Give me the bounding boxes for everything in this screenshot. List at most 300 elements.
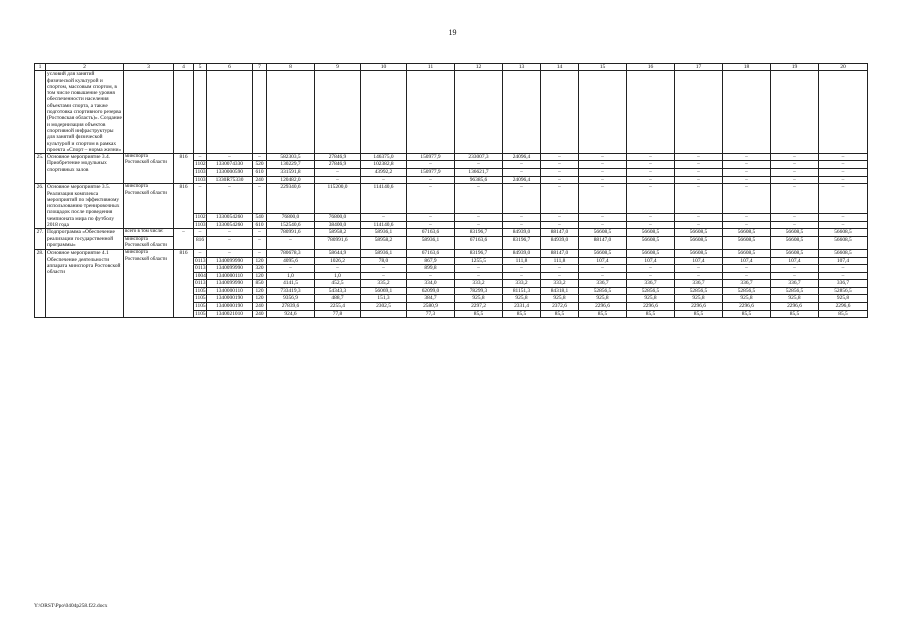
table-cell — [361, 310, 407, 318]
table-cell: – — [675, 221, 723, 229]
table-cell: 2296,6 — [771, 303, 819, 311]
table-cell: 76800,0 — [267, 214, 315, 222]
table-cell: – — [267, 236, 315, 250]
table-cell: – — [253, 184, 267, 214]
table-cell: – — [207, 250, 253, 257]
table-cell: – — [771, 265, 819, 273]
table-cell: – — [771, 161, 819, 169]
table-cell: 56608,5 — [723, 250, 771, 257]
table-cell: 150977,9 — [407, 169, 455, 177]
table-cell: – — [541, 176, 579, 184]
table-row — [35, 250, 868, 257]
table-cell: 83196,7 — [503, 236, 541, 250]
table-cell: – — [541, 169, 579, 177]
table-cell: 27846,9 — [315, 161, 361, 169]
table-cell: 107,4 — [819, 257, 868, 265]
table-cell: 52856,5 — [579, 287, 627, 295]
table-cell: 24096,4 — [503, 176, 541, 184]
column-number: 17 — [675, 64, 723, 71]
table-cell: 58936,1 — [407, 236, 455, 250]
table-cell: – — [207, 154, 253, 161]
table-cell: 816 — [174, 184, 194, 229]
table-cell: – — [627, 154, 675, 161]
table-cell: – — [579, 154, 627, 161]
column-number: 3 — [124, 64, 174, 71]
table-cell: 56608,5 — [579, 229, 627, 236]
table-cell: 120 — [253, 287, 267, 295]
table-cell: 924,6 — [267, 310, 315, 318]
table-cell: 85,5 — [819, 310, 868, 318]
table-cell: 334,0 — [407, 280, 455, 288]
table-cell: – — [771, 169, 819, 177]
table-cell: – — [819, 161, 868, 169]
table-cell: – — [503, 161, 541, 169]
table-cell: 58936,1 — [361, 229, 407, 236]
table-cell: – — [361, 176, 407, 184]
table-cell: 816 — [174, 154, 194, 184]
column-number: 18 — [723, 64, 771, 71]
table-cell: – — [541, 154, 579, 161]
table-cell: 1330R75330 — [207, 176, 253, 184]
table-cell: – — [361, 272, 407, 280]
table-cell: – — [579, 214, 627, 222]
table-cell: 67163,6 — [455, 236, 503, 250]
table-cell: 38400,0 — [315, 221, 361, 229]
table-cell: Основное мероприятие 3.5. Реализация комплекса мероприятий по эффективному использованию тренировочных площадок после проведения чемпионата мира по футболу 2018 года — [46, 184, 124, 229]
table-cell: 56608,5 — [771, 229, 819, 236]
table-cell: – — [361, 214, 407, 222]
table-cell: – — [675, 154, 723, 161]
table-cell: – — [315, 169, 361, 177]
table-cell: – — [675, 214, 723, 222]
table-cell: 333,2 — [541, 280, 579, 288]
table-cell: 1340000110 — [207, 272, 253, 280]
table-cell: – — [315, 176, 361, 184]
table-cell: – — [723, 184, 771, 214]
table-cell: – — [579, 169, 627, 177]
table-cell: – — [723, 169, 771, 177]
table-cell: 114140,6 — [361, 221, 407, 229]
table-cell: – — [503, 272, 541, 280]
table-cell: 85,5 — [627, 310, 675, 318]
table-cell: – — [675, 184, 723, 214]
table-cell: 1255,5 — [455, 257, 503, 265]
table-cell: 67163,6 — [407, 250, 455, 257]
table-cell: 107,4 — [771, 257, 819, 265]
table-cell: 85,5 — [723, 310, 771, 318]
table-cell: 84939,0 — [541, 236, 579, 250]
table-cell: 107,4 — [675, 257, 723, 265]
column-number: 9 — [315, 64, 361, 71]
column-number: 13 — [503, 64, 541, 71]
table-cell: – — [771, 272, 819, 280]
table-cell: 336,7 — [579, 280, 627, 288]
table-cell: – — [207, 229, 253, 236]
table-cell: 83196,7 — [455, 229, 503, 236]
table-cell: 1330000590 — [207, 169, 253, 177]
column-number: 7 — [253, 64, 267, 71]
table-cell: 2296,6 — [579, 303, 627, 311]
table-cell: 146375,0 — [361, 154, 407, 161]
table-cell: 81151,3 — [503, 287, 541, 295]
table-cell: 56608,5 — [627, 229, 675, 236]
column-number: 10 — [361, 64, 407, 71]
table-cell: – — [541, 272, 579, 280]
table-cell: 780678,3 — [267, 250, 315, 257]
table-cell: – — [253, 250, 267, 257]
table-cell: – — [361, 265, 407, 273]
table-cell: 1105 — [195, 303, 206, 310]
table-cell: – — [174, 229, 194, 250]
table-cell: 925,8 — [771, 295, 819, 303]
table-cell: 336,7 — [627, 280, 675, 288]
table-cell: 1103 — [195, 221, 206, 228]
table-cell: 67163,6 — [407, 229, 455, 236]
table-cell: 58644,9 — [315, 250, 361, 257]
column-number: 14 — [541, 64, 579, 71]
table-cell: 52856,5 — [819, 287, 868, 295]
table-cell: 2580,9 — [407, 303, 455, 311]
table-cell: Основное мероприятие 3.4. Приобретение модульных спортивных залов — [46, 154, 124, 184]
table-cell: – — [541, 214, 579, 222]
table-cell: – — [723, 161, 771, 169]
table-cell: минспорта Ростовской области — [124, 154, 174, 184]
table-cell: 85,5 — [541, 310, 579, 318]
table-cell: – — [723, 214, 771, 222]
table-cell: 77,3 — [407, 310, 455, 318]
table-cell: – — [207, 236, 253, 250]
table-cell: 114140,6 — [361, 184, 407, 214]
table-cell: – — [503, 184, 541, 214]
table-cell: 1340099990 — [207, 257, 253, 265]
table-cell: 0113 — [195, 280, 206, 287]
table-cell: 151,3 — [361, 295, 407, 303]
table-cell: – — [627, 176, 675, 184]
table-cell: Основное мероприятие 4.1 Обеспечение деятельности аппарата минспорта Ростовской области — [46, 250, 124, 318]
table-cell: – — [819, 169, 868, 177]
table-cell: – — [819, 265, 868, 273]
table-cell: 1102 — [195, 161, 206, 168]
table-cell: – — [627, 161, 675, 169]
table-cell: 1,0 — [267, 272, 315, 280]
table-cell: 62099,0 — [407, 287, 455, 295]
table-cell: 333,2 — [503, 280, 541, 288]
table-cell: 336,7 — [819, 280, 868, 288]
table-cell: 2297,2 — [455, 303, 503, 311]
table-cell: – — [503, 169, 541, 177]
table-cell: 43992,2 — [361, 169, 407, 177]
table-cell: 336,7 — [723, 280, 771, 288]
table-row — [35, 184, 868, 214]
table-cell: – — [771, 214, 819, 222]
table-cell: 96385,6 — [455, 176, 503, 184]
table-cell: – — [253, 236, 267, 250]
table-cell: – — [407, 214, 455, 222]
table-cell: – — [723, 176, 771, 184]
table-cell: 925,8 — [579, 295, 627, 303]
table-cell: – — [194, 154, 207, 161]
table-cell: – — [675, 169, 723, 177]
table-cell: 2296,6 — [723, 303, 771, 311]
table-cell: – — [267, 265, 315, 273]
table-cell: – — [315, 265, 361, 273]
table-cell: всего в том числе: — [124, 229, 174, 236]
table-cell: 4095,6 — [267, 257, 315, 265]
table-cell: 2296,6 — [675, 303, 723, 311]
table-cell: 384,7 — [407, 295, 455, 303]
table-cell: 1330054260 — [207, 214, 253, 222]
table-cell: 610 — [253, 221, 267, 229]
table-cell: 56608,5 — [675, 250, 723, 257]
table-cell: 78299,3 — [455, 287, 503, 295]
table-row — [35, 154, 868, 161]
table-cell: 56069,1 — [361, 287, 407, 295]
table-cell: 320 — [253, 265, 267, 273]
table-cell: – — [627, 184, 675, 214]
table-cell: 780991,6 — [267, 229, 315, 236]
table-cell: 88147,0 — [541, 229, 579, 236]
table-cell: 56608,5 — [819, 229, 868, 236]
table-cell: 77,8 — [315, 310, 361, 318]
column-number: 2 — [46, 64, 124, 71]
table-cell: 780991,6 — [315, 236, 361, 250]
table-cell: 2372,6 — [541, 303, 579, 311]
column-number: 1 — [35, 64, 46, 71]
table-cell: 136621,7 — [455, 169, 503, 177]
table-cell: – — [819, 184, 868, 214]
table-cell: 56608,5 — [675, 229, 723, 236]
table-cell: 85,5 — [771, 310, 819, 318]
table-cell: – — [455, 272, 503, 280]
table-cell: 850 — [253, 280, 267, 288]
table-cell: 28. — [35, 250, 46, 318]
table-cell: 1340000190 — [207, 295, 253, 303]
table-cell: 150977,9 — [407, 154, 455, 161]
table-cell: 1105 — [195, 310, 206, 317]
table-cell: 1103 — [195, 169, 206, 176]
table-cell: 1103 — [195, 176, 206, 183]
table-cell: 336,7 — [771, 280, 819, 288]
table-cell: – — [541, 221, 579, 229]
table-cell: 58936,1 — [361, 250, 407, 257]
table-cell: – — [675, 265, 723, 273]
table-cell: 83196,7 — [455, 250, 503, 257]
table-cell: 111,8 — [503, 257, 541, 265]
table-cell: 1330054260 — [207, 221, 253, 229]
table-cell: 1026,2 — [315, 257, 361, 265]
table-cell: – — [541, 184, 579, 214]
table-cell: 2296,6 — [819, 303, 868, 311]
table-cell: 1340099990 — [207, 265, 253, 273]
table-cell: 925,8 — [819, 295, 868, 303]
table-cell: 24096,4 — [503, 154, 541, 161]
table-cell: – — [723, 154, 771, 161]
table-cell: 130229,7 — [267, 161, 315, 169]
table-cell: 925,8 — [675, 295, 723, 303]
table-cell: 240 — [253, 303, 267, 311]
table-cell: – — [627, 265, 675, 273]
table-cell: 1102 — [195, 214, 206, 221]
table-cell: минспорта Ростовской области — [124, 236, 174, 250]
budget-table-wrapper — [34, 63, 862, 318]
table-cell: 4141,5 — [267, 280, 315, 288]
table-cell: 2255,4 — [315, 303, 361, 311]
table-cell: – — [455, 265, 503, 273]
table-cell: 85,5 — [503, 310, 541, 318]
column-number: 11 — [407, 64, 455, 71]
table-cell: – — [579, 176, 627, 184]
table-cell: 58958,2 — [315, 229, 361, 236]
table-cell: 111,8 — [541, 257, 579, 265]
table-cell: 1105 — [195, 287, 206, 294]
table-cell: – — [579, 272, 627, 280]
table-cell: 52856,5 — [723, 287, 771, 295]
table-cell: – — [579, 184, 627, 214]
table-cell: 120 — [253, 295, 267, 303]
table-cell: – — [627, 169, 675, 177]
table-cell: – — [253, 229, 267, 236]
table-cell: 56608,5 — [771, 236, 819, 250]
table-cell: 9356,9 — [267, 295, 315, 303]
table-cell: 733419,3 — [267, 287, 315, 295]
table-cell: 152540,6 — [267, 221, 315, 229]
table-subrow — [35, 236, 868, 250]
table-cell: – — [194, 250, 207, 257]
table-cell: 488,7 — [315, 295, 361, 303]
table-cell: – — [771, 184, 819, 214]
table-cell: 56608,5 — [627, 236, 675, 250]
table-cell: – — [771, 154, 819, 161]
table-cell: 333,2 — [455, 280, 503, 288]
table-cell: – — [503, 214, 541, 222]
table-cell: 925,8 — [455, 295, 503, 303]
intro-row — [35, 71, 868, 154]
table-cell: – — [194, 229, 207, 236]
table-cell: – — [723, 265, 771, 273]
table-cell: 102382,8 — [361, 161, 407, 169]
table-cell: – — [407, 221, 455, 229]
table-cell: 520 — [253, 161, 267, 169]
table-cell: 1340021010 — [207, 310, 253, 318]
table-cell: 2331,4 — [503, 303, 541, 311]
column-number: 5 — [194, 64, 207, 71]
column-number: 8 — [267, 64, 315, 71]
table-cell: 1340000190 — [207, 303, 253, 311]
table-cell: 56608,5 — [579, 250, 627, 257]
table-cell: 85,5 — [579, 310, 627, 318]
table-cell: 56608,5 — [819, 236, 868, 250]
table-cell: 229340,6 — [267, 184, 315, 214]
table-cell: 120 — [253, 257, 267, 265]
table-cell: – — [407, 176, 455, 184]
table-cell: – — [675, 272, 723, 280]
column-number: 12 — [455, 64, 503, 71]
table-cell: 76800,0 — [315, 214, 361, 222]
table-cell: – — [579, 161, 627, 169]
table-cell: 925,8 — [723, 295, 771, 303]
table-cell: – — [819, 176, 868, 184]
table-cell: – — [455, 184, 503, 214]
table-cell: – — [627, 214, 675, 222]
table-cell: – — [541, 161, 579, 169]
table-cell: – — [407, 272, 455, 280]
table-cell: 88147,0 — [541, 250, 579, 257]
table-cell: 540 — [253, 214, 267, 222]
table-cell: 52856,5 — [771, 287, 819, 295]
table-cell: 0113 — [195, 257, 206, 264]
table-cell: 85,5 — [455, 310, 503, 318]
table-cell: 54343,3 — [315, 287, 361, 295]
table-cell: 1330074330 — [207, 161, 253, 169]
table-cell: минспорта Ростовской области — [124, 184, 174, 229]
table-cell: 452,5 — [315, 280, 361, 288]
table-cell: 1,0 — [315, 272, 361, 280]
table-cell: 582303,5 — [267, 154, 315, 161]
table-cell: минспорта Ростовской области — [124, 250, 174, 318]
table-cell: – — [819, 221, 868, 229]
column-number: 20 — [819, 64, 868, 71]
table-cell: – — [407, 161, 455, 169]
table-cell: 2302,5 — [361, 303, 407, 311]
table-cell: – — [819, 154, 868, 161]
table-cell: 0113 — [195, 265, 206, 272]
table-cell: 27. — [35, 229, 46, 250]
table-cell: 240 — [253, 310, 267, 318]
column-number: 4 — [174, 64, 194, 71]
table-cell: 84318,1 — [541, 287, 579, 295]
table-cell: – — [455, 214, 503, 222]
table-cell: 115200,0 — [315, 184, 361, 214]
table-cell: – — [579, 221, 627, 229]
table-cell: 88147,0 — [579, 236, 627, 250]
table-cell: – — [819, 214, 868, 222]
table-cell: – — [455, 161, 503, 169]
table-cell: 27846,9 — [315, 154, 361, 161]
table-cell: 1105 — [195, 295, 206, 302]
column-number: 6 — [207, 64, 253, 71]
table-cell: 331591,8 — [267, 169, 315, 177]
table-cell: 52856,5 — [627, 287, 675, 295]
column-number: 15 — [579, 64, 627, 71]
table-cell: 816 — [174, 250, 194, 318]
table-cell: 58958,2 — [361, 236, 407, 250]
table-cell: – — [627, 272, 675, 280]
page-number: 19 — [448, 28, 457, 37]
table-cell: 78,0 — [361, 257, 407, 265]
table-cell: 816 — [194, 236, 207, 250]
table-cell: 107,4 — [723, 257, 771, 265]
table-cell: – — [253, 154, 267, 161]
table-cell: 1340000110 — [207, 287, 253, 295]
intro-text: условий для занятий физической культурой и спортом, массовым спортом, в том числе повышение уровня обеспеченности населения объектами спорта, а также подготовка спортивного резерва (Ростовская область)». Создание и модернизация объектов спортивной инфраструктуры для занятий физической культурой и спортом в рамках проекта «Спорт – норма жизни» — [47, 71, 122, 153]
table-cell: 56608,5 — [819, 250, 868, 257]
table-cell: – — [819, 272, 868, 280]
budget-table — [34, 63, 868, 318]
table-cell: – — [771, 221, 819, 229]
footer-file-path: Y:\ORST\Ppo\0404p258.f22.docx — [34, 603, 108, 609]
table-cell: 610 — [253, 169, 267, 177]
table-cell: – — [723, 272, 771, 280]
table-cell: 925,8 — [503, 295, 541, 303]
table-cell: 56608,5 — [723, 229, 771, 236]
table-cell: – — [627, 221, 675, 229]
column-number: 19 — [771, 64, 819, 71]
table-cell: – — [503, 265, 541, 273]
table-cell: 120 — [253, 272, 267, 280]
column-number: 16 — [627, 64, 675, 71]
table-cell: – — [675, 161, 723, 169]
table-cell: 56608,5 — [675, 236, 723, 250]
